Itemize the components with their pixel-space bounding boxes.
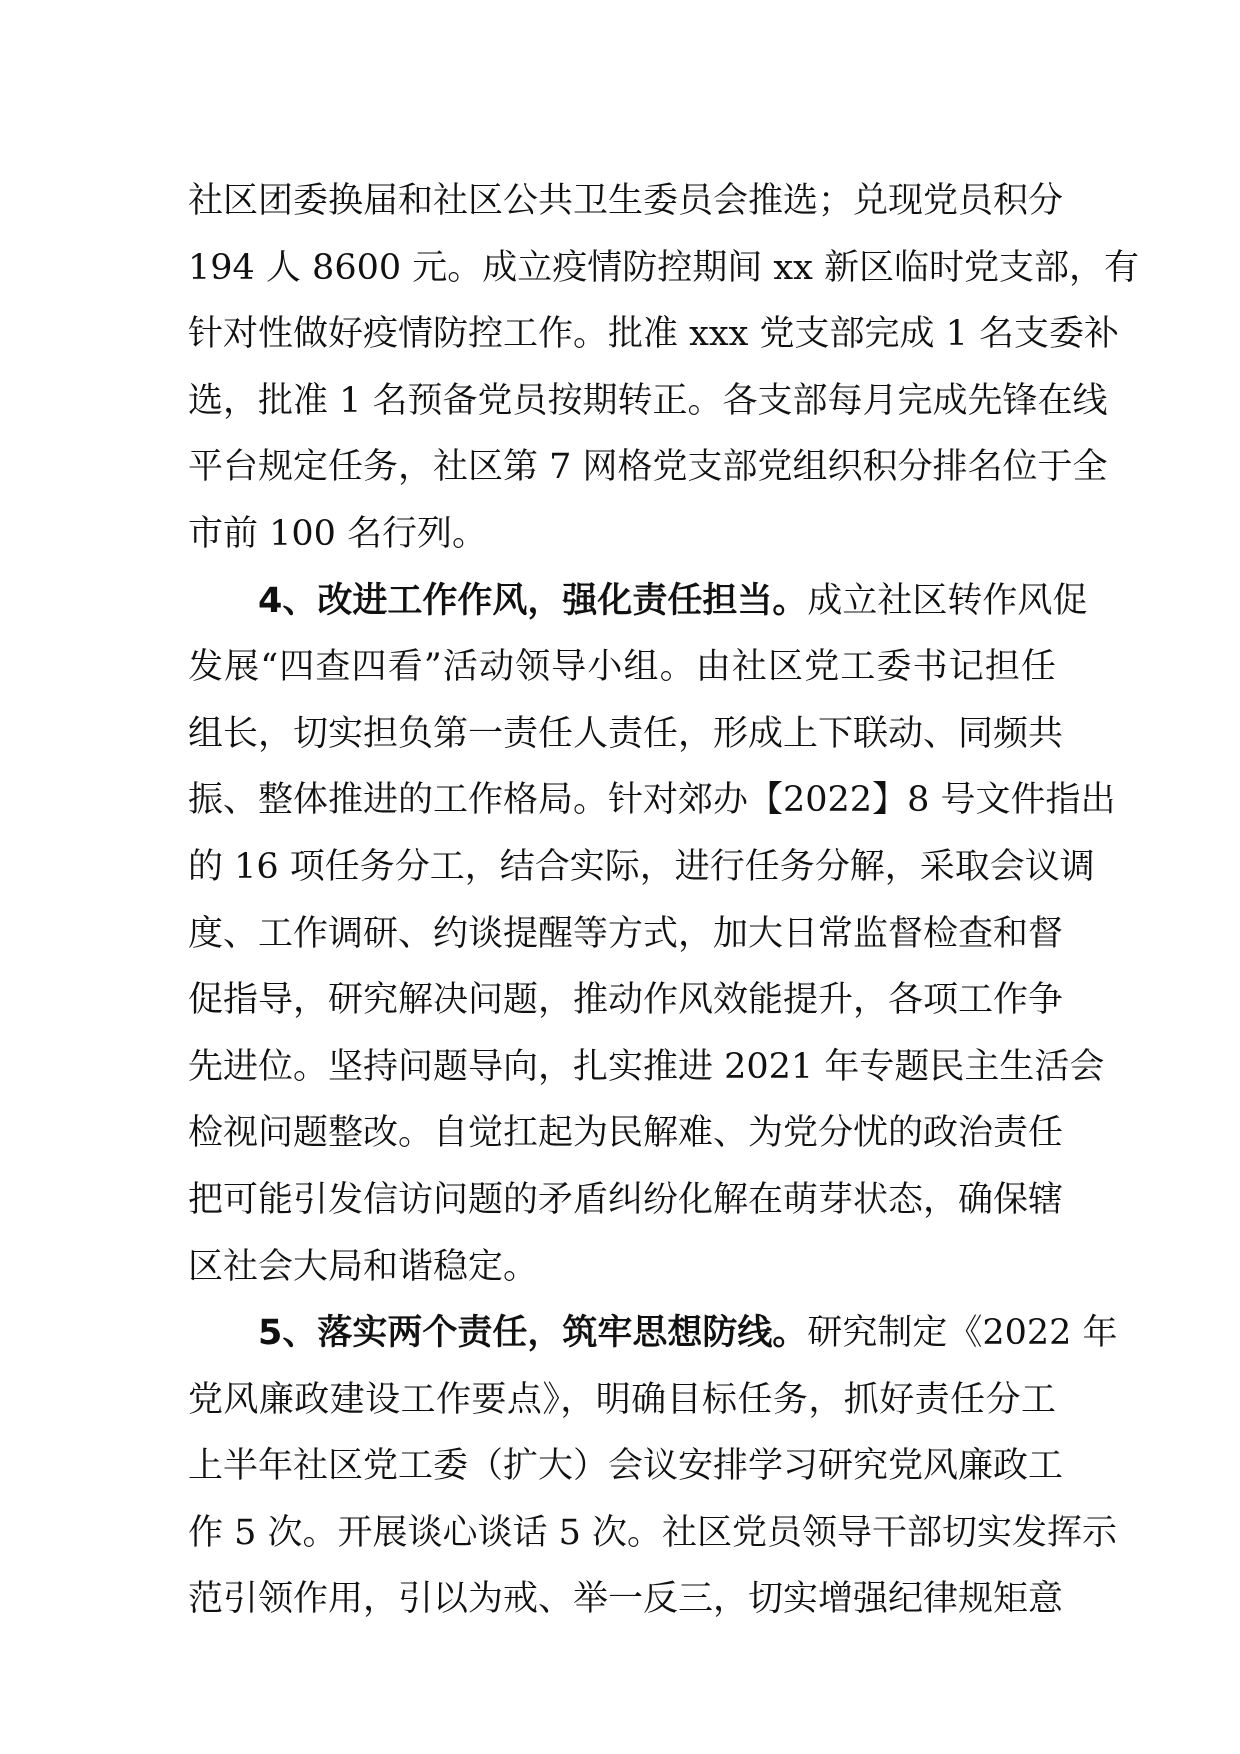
text-line: 度、工作调研、约谈提醒等方式，加大日常监督检查和督 — [188, 913, 1064, 954]
text-line: 针对性做好疫情防控工作。批准 xxx 党支部完成 1 名支委补 — [188, 314, 1119, 355]
section-heading-5: 5、落实两个责任，筑牢思想防线。 — [258, 1313, 808, 1354]
text-line: 先进位。坚持问题导向，扎实推进 2021 年专题民主生活会 — [188, 1046, 1105, 1087]
text-line: 市前 100 名行列。 — [188, 513, 488, 554]
text-line: 促指导，研究解决问题，推动作风效能提升，各项工作争 — [188, 980, 1064, 1021]
text-line: 发展“四查四看”活动领导小组。由社区党工委书记担任 — [188, 647, 1056, 688]
text-run: 研究制定《2022 年 — [807, 1313, 1118, 1354]
text-line: 选，批准 1 名预备党员按期转正。各支部每月完成先锋在线 — [188, 380, 1108, 421]
paragraph-work-style — [188, 568, 1116, 1301]
paragraph-party-building — [188, 168, 1139, 568]
section-heading-4: 4、改进工作作风，强化责任担当。 — [258, 580, 808, 621]
text-line: 振、整体推进的工作格局。针对郊办【2022】8 号文件指出 — [188, 780, 1116, 821]
text-line: 上半年社区党工委（扩大）会议安排学习研究党风廉政工 — [188, 1446, 1064, 1487]
text-line: 检视问题整改。自觉扛起为民解难、为党分忧的政治责任 — [188, 1113, 1064, 1154]
text-line: 的 16 项任务分工，结合实际，进行任务分解，采取会议调 — [188, 846, 1095, 887]
paragraph-first-line — [188, 1300, 1118, 1367]
text-line: 社区团委换届和社区公共卫生委员会推选；兑现党员积分 — [188, 181, 1064, 221]
paragraph-responsibility — [188, 1300, 1118, 1633]
text-line: 组长，切实担负第一责任人责任，形成上下联动、同频共 — [188, 713, 1064, 754]
text-line: 作 5 次。开展谈心谈话 5 次。社区党员领导干部切实发挥示 — [188, 1512, 1118, 1553]
text-line: 区社会大局和谐稳定。 — [188, 1246, 539, 1287]
text-line: 把可能引发信访问题的矛盾纠纷化解在萌芽状态，确保辖 — [188, 1179, 1064, 1220]
text-line: 194 人 8600 元。成立疫情防控期间 xx 新区临时党支部，有 — [188, 247, 1139, 288]
text-line: 党风廉政建设工作要点》，明确目标任务，抓好责任分工 — [188, 1379, 1056, 1420]
text-line: 平台规定任务，社区第 7 网格党支部党组织积分排名位于全 — [188, 447, 1108, 488]
paragraph-first-line — [188, 568, 1088, 635]
document-body — [188, 168, 1139, 1633]
text-line: 范引领作用，引以为戒、举一反三，切实增强纪律规矩意 — [188, 1579, 1064, 1620]
text-run: 成立社区转作风促 — [807, 580, 1088, 621]
